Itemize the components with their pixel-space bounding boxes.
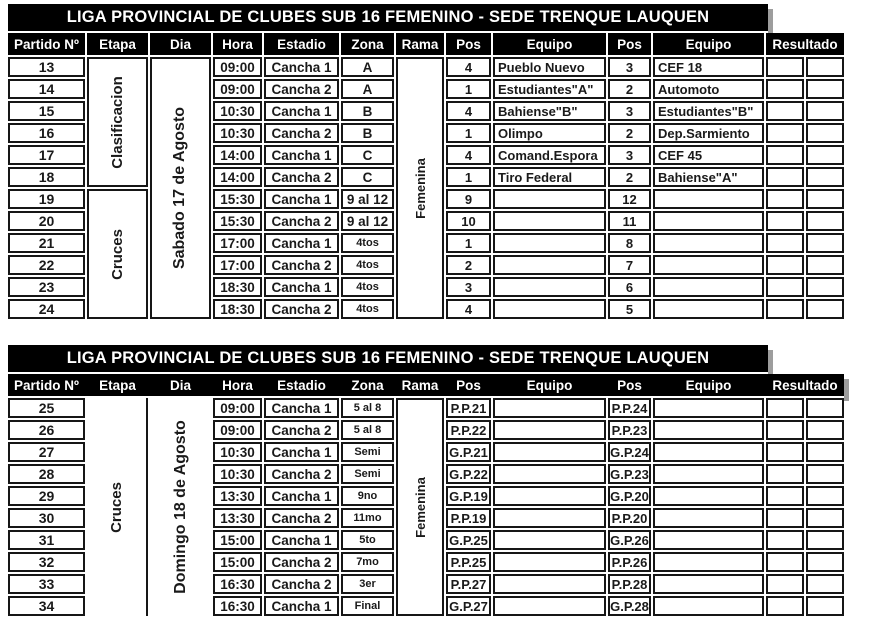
resultado-cell-a (766, 442, 804, 462)
resultado-cell-b (806, 57, 844, 77)
header-etapa: Etapa (99, 377, 136, 393)
resultado-cell-a (766, 552, 804, 572)
estadio-cell: Cancha 1 (264, 530, 339, 550)
estadio-cell: Cancha 2 (264, 211, 339, 231)
match-number-cell: 26 (8, 420, 85, 440)
resultado-cell-a (766, 145, 804, 165)
equipo-a-cell (493, 189, 606, 209)
pos-a-cell: 1 (446, 123, 491, 143)
match-number-cell: 13 (8, 57, 85, 77)
zona-cell: C (341, 145, 394, 165)
equipo-b-cell (653, 189, 764, 209)
header-partido: Partido Nº (8, 33, 85, 55)
estadio-cell: Cancha 2 (264, 574, 339, 594)
header-pos-a: Pos (456, 377, 481, 393)
resultado-cell-b (806, 79, 844, 99)
pos-b-cell: 2 (608, 167, 651, 187)
header-hora: Hora (213, 33, 262, 55)
pos-a-cell: P.P.22 (446, 420, 491, 440)
equipo-b-cell (653, 596, 764, 616)
zona-cell: C (341, 167, 394, 187)
resultado-cell-a (766, 79, 804, 99)
pos-a-cell: 4 (446, 145, 491, 165)
header-hora: Hora (222, 377, 253, 393)
etapa-cell (87, 57, 148, 187)
resultado-cell-a (766, 123, 804, 143)
match-number-cell: 29 (8, 486, 85, 506)
header-estadio: Estadio (277, 377, 326, 393)
resultado-cell-a (766, 508, 804, 528)
resultado-cell-b (806, 464, 844, 484)
header-equipo-b: Equipo (685, 377, 732, 393)
rama-cell (396, 398, 444, 616)
resultado-cell-a (766, 57, 804, 77)
equipo-a-cell (493, 299, 606, 319)
pos-b-cell: P.P.23 (608, 420, 651, 440)
zona-cell: B (341, 123, 394, 143)
resultado-cell-b (806, 167, 844, 187)
zona-cell: 4tos (341, 255, 394, 275)
pos-a-cell: G.P.21 (446, 442, 491, 462)
estadio-cell: Cancha 1 (264, 398, 339, 418)
estadio-cell: Cancha 2 (264, 420, 339, 440)
header-partido: Partido Nº (14, 377, 79, 393)
zona-cell: 4tos (341, 233, 394, 253)
equipo-a-cell (493, 233, 606, 253)
pos-b-cell: G.P.23 (608, 464, 651, 484)
estadio-cell: Cancha 2 (264, 464, 339, 484)
hora-cell: 13:30 (213, 486, 262, 506)
equipo-a-cell (493, 277, 606, 297)
resultado-cell-b (806, 552, 844, 572)
header-rama: Rama (401, 377, 439, 393)
resultado-cell-b (806, 299, 844, 319)
hora-cell: 16:30 (213, 596, 262, 616)
header-zona: Zona (351, 377, 384, 393)
equipo-a-cell (493, 508, 606, 528)
pos-b-cell: 3 (608, 101, 651, 121)
header-rama: Rama (396, 33, 444, 55)
resultado-cell-a (766, 574, 804, 594)
rama-label: Femenina (412, 476, 428, 538)
dia-label: Sabado 17 de Agosto (171, 106, 189, 270)
equipo-b-cell (653, 442, 764, 462)
zona-cell: 5 al 8 (341, 398, 394, 418)
header-pos-b: Pos (617, 377, 642, 393)
equipo-a-cell (493, 486, 606, 506)
estadio-cell: Cancha 1 (264, 189, 339, 209)
pos-b-cell: 7 (608, 255, 651, 275)
equipo-a-cell (493, 552, 606, 572)
estadio-cell: Cancha 1 (264, 596, 339, 616)
zona-cell: A (341, 57, 394, 77)
pos-b-cell: P.P.28 (608, 574, 651, 594)
match-number-cell: 20 (8, 211, 85, 231)
resultado-cell-b (806, 420, 844, 440)
etapa-label: Clasificacion (109, 75, 127, 169)
header-estadio: Estadio (264, 33, 339, 55)
pos-b-cell: 5 (608, 299, 651, 319)
resultado-cell-a (766, 530, 804, 550)
resultado-cell-a (766, 596, 804, 616)
pos-a-cell: G.P.22 (446, 464, 491, 484)
fixture-table-saturday (8, 4, 844, 319)
equipo-b-cell (653, 508, 764, 528)
header-dia: Dia (169, 377, 191, 393)
equipo-a-cell (493, 530, 606, 550)
match-number-cell: 28 (8, 464, 85, 484)
resultado-cell-b (806, 442, 844, 462)
pos-a-cell: 1 (446, 79, 491, 99)
zona-cell: 5 al 8 (341, 420, 394, 440)
estadio-cell: Cancha 2 (264, 167, 339, 187)
hora-cell: 15:00 (213, 552, 262, 572)
estadio-cell: Cancha 2 (264, 508, 339, 528)
fixture-table-sunday (8, 345, 844, 616)
estadio-cell: Cancha 2 (264, 299, 339, 319)
equipo-b-cell (653, 420, 764, 440)
hora-cell: 09:00 (213, 57, 262, 77)
pos-a-cell: 9 (446, 189, 491, 209)
match-number-cell: 18 (8, 167, 85, 187)
pos-b-cell: G.P.28 (608, 596, 651, 616)
hora-cell: 14:00 (213, 145, 262, 165)
hora-cell: 16:30 (213, 574, 262, 594)
pos-a-cell: P.P.27 (446, 574, 491, 594)
pos-a-cell: 1 (446, 233, 491, 253)
equipo-a-cell (493, 420, 606, 440)
pos-b-cell: 6 (608, 277, 651, 297)
resultado-cell-a (766, 189, 804, 209)
match-number-cell: 16 (8, 123, 85, 143)
estadio-cell: Cancha 1 (264, 57, 339, 77)
equipo-b-cell: Automoto (653, 79, 764, 99)
resultado-cell-b (806, 123, 844, 143)
pos-a-cell: P.P.21 (446, 398, 491, 418)
estadio-cell: Cancha 1 (264, 233, 339, 253)
match-number-cell: 17 (8, 145, 85, 165)
pos-b-cell: P.P.24 (608, 398, 651, 418)
pos-b-cell: 2 (608, 79, 651, 99)
header-dia: Dia (150, 33, 211, 55)
zona-cell: Semi (341, 464, 394, 484)
pos-a-cell: G.P.27 (446, 596, 491, 616)
equipo-b-cell: Estudiantes"B" (653, 101, 764, 121)
zona-cell: Semi (341, 442, 394, 462)
resultado-cell-a (766, 255, 804, 275)
zona-cell: 9no (341, 486, 394, 506)
header-pos-b: Pos (608, 33, 651, 55)
equipo-b-cell: Bahiense"A" (653, 167, 764, 187)
equipo-b-cell: Dep.Sarmiento (653, 123, 764, 143)
pos-a-cell: 2 (446, 255, 491, 275)
dia-label: Domingo 18 de Agosto (171, 420, 189, 594)
match-number-cell: 21 (8, 233, 85, 253)
pos-b-cell: 3 (608, 57, 651, 77)
pos-a-cell: 4 (446, 101, 491, 121)
header-equipo-a: Equipo (493, 33, 606, 55)
header-zona: Zona (341, 33, 394, 55)
equipo-a-cell (493, 596, 606, 616)
resultado-cell-b (806, 277, 844, 297)
equipo-b-cell: CEF 45 (653, 145, 764, 165)
equipo-a-cell: Pueblo Nuevo (493, 57, 606, 77)
equipo-a-cell (493, 211, 606, 231)
zona-cell: 3er (341, 574, 394, 594)
equipo-a-cell: Comand.Espora (493, 145, 606, 165)
header-equipo-b: Equipo (653, 33, 764, 55)
hora-cell: 15:00 (213, 530, 262, 550)
pos-b-cell: G.P.26 (608, 530, 651, 550)
header-resultado: Resultado (772, 377, 838, 393)
match-number-cell: 27 (8, 442, 85, 462)
pos-a-cell: P.P.25 (446, 552, 491, 572)
zona-cell: 11mo (341, 508, 394, 528)
match-number-cell: 22 (8, 255, 85, 275)
fixture-grid-saturday (8, 33, 844, 319)
dia-cell (150, 57, 211, 319)
match-number-cell: 19 (8, 189, 85, 209)
match-number-cell: 33 (8, 574, 85, 594)
etapa-cell (87, 398, 148, 616)
pos-b-cell: 11 (608, 211, 651, 231)
pos-b-cell: 8 (608, 233, 651, 253)
pos-b-cell: P.P.26 (608, 552, 651, 572)
hora-cell: 15:30 (213, 189, 262, 209)
equipo-b-cell (653, 398, 764, 418)
hora-cell: 09:00 (213, 398, 262, 418)
resultado-cell-b (806, 101, 844, 121)
pos-a-cell: 1 (446, 167, 491, 187)
zona-cell: 9 al 12 (341, 189, 394, 209)
pos-b-cell: 2 (608, 123, 651, 143)
zona-cell: 5to (341, 530, 394, 550)
equipo-a-cell: Estudiantes"A" (493, 79, 606, 99)
rama-label: Femenina (412, 157, 428, 219)
resultado-cell-a (766, 398, 804, 418)
estadio-cell: Cancha 2 (264, 552, 339, 572)
match-number-cell: 31 (8, 530, 85, 550)
resultado-cell-a (766, 211, 804, 231)
resultado-cell-a (766, 486, 804, 506)
hora-cell: 10:30 (213, 101, 262, 121)
match-number-cell: 15 (8, 101, 85, 121)
resultado-cell-a (766, 101, 804, 121)
match-number-cell: 30 (8, 508, 85, 528)
equipo-b-cell (653, 530, 764, 550)
header-equipo-a: Equipo (526, 377, 573, 393)
hora-cell: 14:00 (213, 167, 262, 187)
zona-cell: 7mo (341, 552, 394, 572)
hora-cell: 18:30 (213, 299, 262, 319)
hora-cell: 13:30 (213, 508, 262, 528)
resultado-cell-b (806, 574, 844, 594)
hora-cell: 10:30 (213, 442, 262, 462)
resultado-cell-b (806, 530, 844, 550)
equipo-b-cell: CEF 18 (653, 57, 764, 77)
zona-cell: Final (341, 596, 394, 616)
resultado-cell-b (806, 398, 844, 418)
hora-cell: 09:00 (213, 79, 262, 99)
equipo-b-cell (653, 277, 764, 297)
resultado-cell-b (806, 255, 844, 275)
zona-cell: B (341, 101, 394, 121)
resultado-cell-b (806, 486, 844, 506)
resultado-cell-a (766, 233, 804, 253)
resultado-cell-a (766, 167, 804, 187)
estadio-cell: Cancha 2 (264, 123, 339, 143)
equipo-b-cell (653, 299, 764, 319)
resultado-cell-b (806, 233, 844, 253)
equipo-a-cell (493, 464, 606, 484)
zona-cell: 4tos (341, 277, 394, 297)
etapa-label: Cruces (108, 228, 126, 280)
pos-b-cell: 3 (608, 145, 651, 165)
hora-cell: 17:00 (213, 255, 262, 275)
estadio-cell: Cancha 1 (264, 442, 339, 462)
equipo-a-cell (493, 442, 606, 462)
etapa-cell (87, 189, 148, 319)
resultado-cell-a (766, 464, 804, 484)
resultado-cell-a (766, 420, 804, 440)
match-number-cell: 25 (8, 398, 85, 418)
estadio-cell: Cancha 1 (264, 486, 339, 506)
table-title: LIGA PROVINCIAL DE CLUBES SUB 16 FEMENINO - SEDE TRENQUE LAUQUEN (8, 345, 768, 372)
pos-b-cell: G.P.20 (608, 486, 651, 506)
dia-cell (150, 398, 211, 616)
hora-cell: 15:30 (213, 211, 262, 231)
table-title: LIGA PROVINCIAL DE CLUBES SUB 16 FEMENINO - SEDE TRENQUE LAUQUEN (8, 4, 768, 31)
rama-cell (396, 57, 444, 319)
equipo-b-cell (653, 464, 764, 484)
match-number-cell: 34 (8, 596, 85, 616)
match-number-cell: 14 (8, 79, 85, 99)
hora-cell: 09:00 (213, 420, 262, 440)
header-etapa: Etapa (87, 33, 148, 55)
zona-cell: A (341, 79, 394, 99)
header-pos-a: Pos (446, 33, 491, 55)
resultado-cell-b (806, 145, 844, 165)
resultado-cell-a (766, 299, 804, 319)
pos-a-cell: 4 (446, 57, 491, 77)
resultado-cell-b (806, 508, 844, 528)
etapa-label: Cruces (107, 481, 125, 533)
zona-cell: 9 al 12 (341, 211, 394, 231)
header-resultado: Resultado (766, 33, 844, 55)
match-number-cell: 32 (8, 552, 85, 572)
resultado-cell-a (766, 277, 804, 297)
equipo-b-cell (653, 255, 764, 275)
pos-b-cell: G.P.24 (608, 442, 651, 462)
equipo-b-cell (653, 233, 764, 253)
equipo-a-cell: Olimpo (493, 123, 606, 143)
equipo-a-cell (493, 398, 606, 418)
equipo-b-cell (653, 211, 764, 231)
equipo-b-cell (653, 552, 764, 572)
pos-a-cell: P.P.19 (446, 508, 491, 528)
equipo-a-cell (493, 255, 606, 275)
zona-cell: 4tos (341, 299, 394, 319)
pos-a-cell: 10 (446, 211, 491, 231)
pos-a-cell: 4 (446, 299, 491, 319)
hora-cell: 10:30 (213, 123, 262, 143)
estadio-cell: Cancha 2 (264, 255, 339, 275)
equipo-b-cell (653, 574, 764, 594)
match-number-cell: 23 (8, 277, 85, 297)
resultado-cell-b (806, 596, 844, 616)
pos-b-cell: P.P.20 (608, 508, 651, 528)
equipo-b-cell (653, 486, 764, 506)
pos-a-cell: G.P.25 (446, 530, 491, 550)
estadio-cell: Cancha 1 (264, 101, 339, 121)
equipo-a-cell (493, 574, 606, 594)
resultado-cell-b (806, 189, 844, 209)
pos-b-cell: 12 (608, 189, 651, 209)
estadio-cell: Cancha 1 (264, 145, 339, 165)
match-number-cell: 24 (8, 299, 85, 319)
pos-a-cell: 3 (446, 277, 491, 297)
resultado-cell-b (806, 211, 844, 231)
hora-cell: 18:30 (213, 277, 262, 297)
estadio-cell: Cancha 2 (264, 79, 339, 99)
equipo-a-cell: Tiro Federal (493, 167, 606, 187)
pos-a-cell: G.P.19 (446, 486, 491, 506)
hora-cell: 10:30 (213, 464, 262, 484)
hora-cell: 17:00 (213, 233, 262, 253)
estadio-cell: Cancha 1 (264, 277, 339, 297)
equipo-a-cell: Bahiense"B" (493, 101, 606, 121)
fixture-grid-sunday (8, 374, 844, 616)
